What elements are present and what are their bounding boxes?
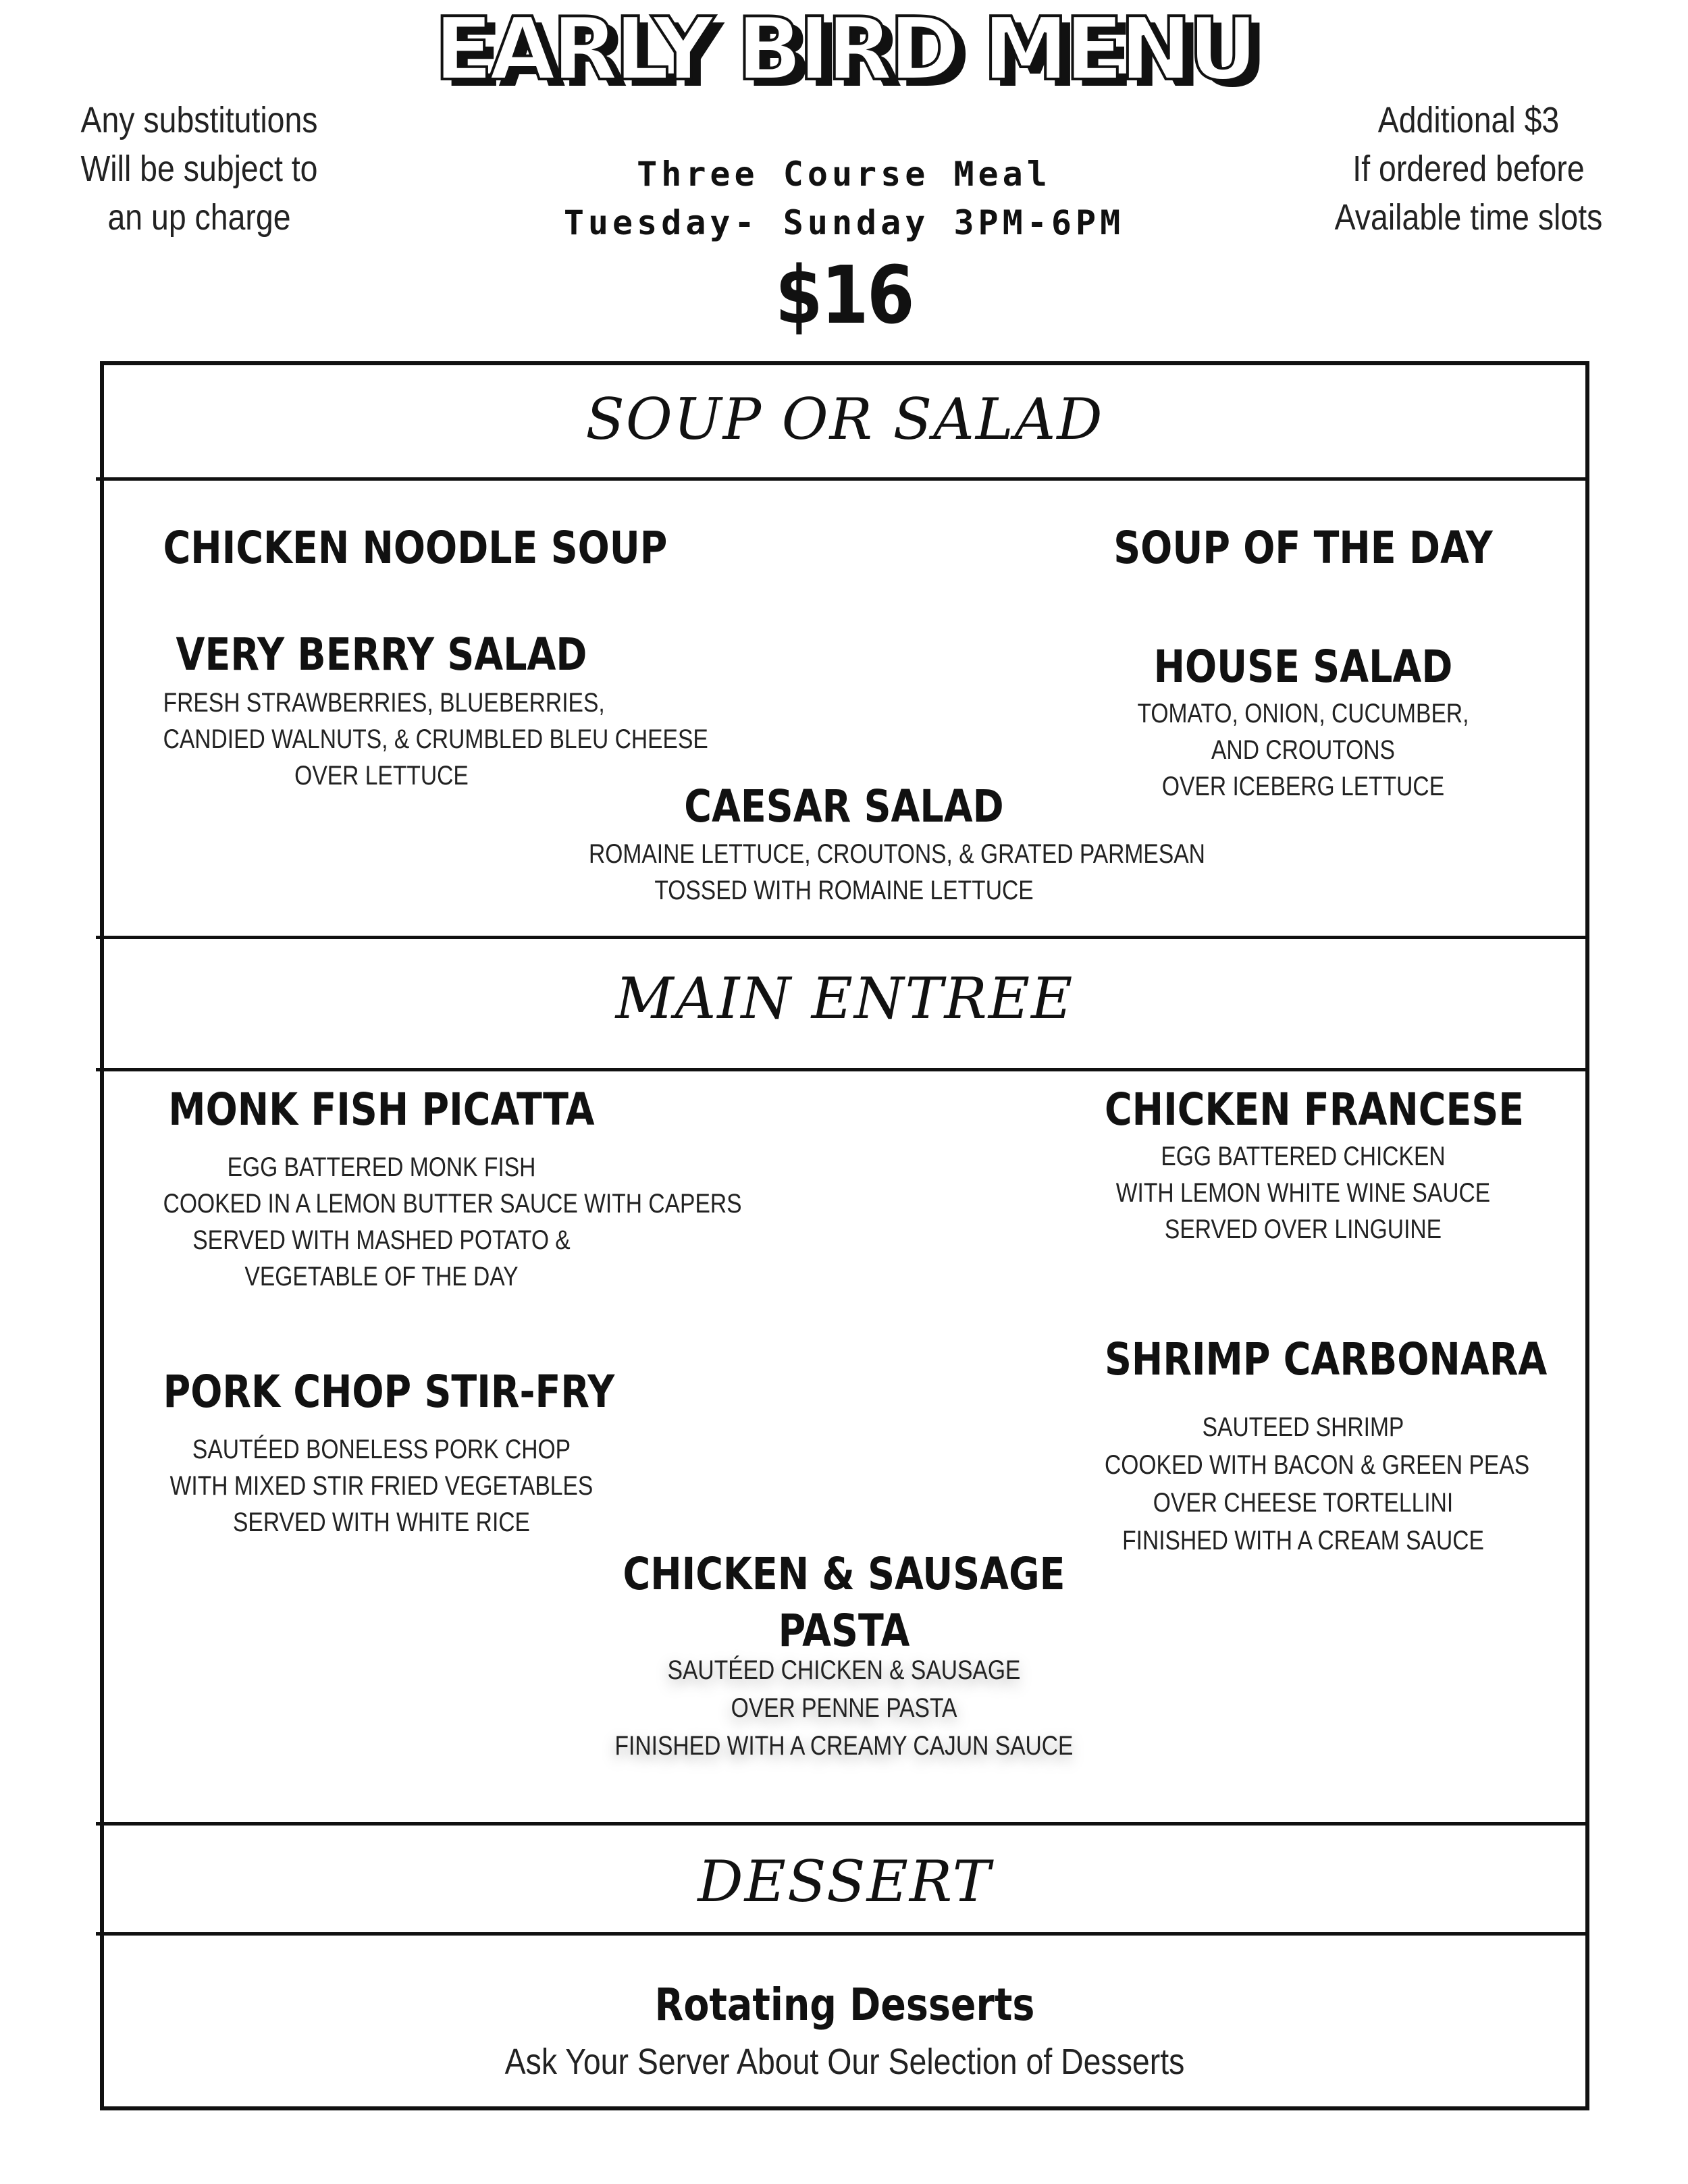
section-title-soup-salad: SOUP OR SALAD <box>585 386 1104 452</box>
desc-line: COOKED IN A LEMON BUTTER SAUCE WITH CAPERS <box>163 1189 742 1219</box>
item-description <box>163 1431 600 1541</box>
desc-line: CANDIED WALNUTS, & CRUMBLED BLEU CHEESE <box>163 724 708 754</box>
desc-line: TOSSED WITH ROMAINE LETTUCE <box>654 876 1034 905</box>
item-description <box>1105 695 1502 805</box>
desc-line: FINISHED WITH A CREAM SAUCE <box>1122 1526 1484 1555</box>
divider <box>96 1932 1589 1936</box>
desc-line: FRESH STRAWBERRIES, BLUEBERRIES, <box>163 688 605 718</box>
item-monk-fish-picatta: MONK FISH PICATTA <box>168 1084 595 1136</box>
note-line: Additional $3 <box>1377 100 1560 140</box>
schedule-label: Tuesday- Sunday 3PM-6PM <box>563 203 1125 242</box>
desc-line: OVER ICEBERG LETTUCE <box>1161 772 1445 801</box>
desc-line: OVER CHEESE TORTELLINI <box>1153 1488 1454 1518</box>
note-line: an up charge <box>107 197 291 238</box>
menu-title: EARLY BIRD MENU <box>433 0 1255 100</box>
item-description <box>163 1149 742 1295</box>
desc-line: SAUTÉED CHICKEN & SAUSAGE <box>667 1655 1021 1685</box>
desc-line: TOMATO, ONION, CUCUMBER, <box>1137 699 1469 728</box>
desc-line: WITH LEMON WHITE WINE SAUCE <box>1115 1178 1491 1208</box>
desc-line: EGG BATTERED CHICKEN <box>1161 1142 1446 1171</box>
item-pork-chop-stir-fry: PORK CHOP STIR-FRY <box>163 1366 615 1418</box>
item-description <box>589 1651 1099 1765</box>
desc-line: AND CROUTONS <box>1211 735 1395 765</box>
divider <box>96 936 1589 939</box>
note-line: Available time slots <box>1334 197 1603 238</box>
note-line: If ordered before <box>1352 149 1585 189</box>
item-chicken-sausage-pasta <box>617 1546 1071 1659</box>
item-name-line: PASTA <box>778 1605 910 1657</box>
item-description <box>163 685 708 794</box>
dessert-description: Ask Your Server About Our Selection of Desserts <box>504 2042 1185 2082</box>
desc-line: SERVED WITH MASHED POTATO & <box>192 1225 571 1255</box>
desc-line: FINISHED WITH A CREAMY CAJUN SAUCE <box>614 1731 1074 1761</box>
desc-line: VEGETABLE OF THE DAY <box>244 1262 519 1291</box>
item-chicken-noodle-soup: CHICKEN NOODLE SOUP <box>163 522 668 574</box>
desc-line: SAUTÉED BONELESS PORK CHOP <box>192 1435 571 1464</box>
note-line: Will be subject to <box>80 149 318 189</box>
item-very-berry-salad: VERY BERRY SALAD <box>176 629 587 681</box>
item-shrimp-carbonara: SHRIMP CARBONARA <box>1105 1333 1548 1385</box>
item-rotating-desserts: Rotating Desserts <box>654 1979 1035 2031</box>
desc-line: SERVED WITH WHITE RICE <box>233 1508 530 1537</box>
item-description <box>1105 1408 1530 1560</box>
item-caesar-salad: CAESAR SALAD <box>684 780 1004 832</box>
desc-line: OVER LETTUCE <box>294 761 469 791</box>
price: $16 <box>774 248 914 342</box>
desc-line: OVER PENNE PASTA <box>731 1693 957 1723</box>
desc-line: SAUTEED SHRIMP <box>1202 1412 1404 1442</box>
desc-line: EGG BATTERED MONK FISH <box>227 1152 536 1182</box>
course-label: Three Course Meal <box>637 155 1051 194</box>
section-title-dessert: DESSERT <box>697 1848 992 1915</box>
desc-line: SERVED OVER LINGUINE <box>1164 1215 1442 1244</box>
divider <box>96 477 1589 481</box>
meal-info <box>0 150 1688 247</box>
item-description <box>1105 1138 1502 1248</box>
item-soup-of-the-day: SOUP OF THE DAY <box>1113 522 1493 574</box>
desc-line: ROMAINE LETTUCE, CROUTONS, & GRATED PARMESAN <box>589 839 1205 869</box>
item-chicken-francese: CHICKEN FRANCESE <box>1105 1084 1525 1136</box>
note-line: Any substitutions <box>80 100 318 140</box>
item-name-line: CHICKEN & SAUSAGE <box>623 1548 1065 1600</box>
item-house-salad: HOUSE SALAD <box>1153 641 1453 693</box>
section-title-main-entree: MAIN ENTREE <box>615 965 1074 1032</box>
item-description <box>589 836 1205 909</box>
divider <box>96 1068 1589 1071</box>
desc-line: COOKED WITH BACON & GREEN PEAS <box>1105 1450 1530 1480</box>
divider <box>96 1822 1589 1826</box>
desc-line: WITH MIXED STIR FRIED VEGETABLES <box>169 1471 594 1501</box>
